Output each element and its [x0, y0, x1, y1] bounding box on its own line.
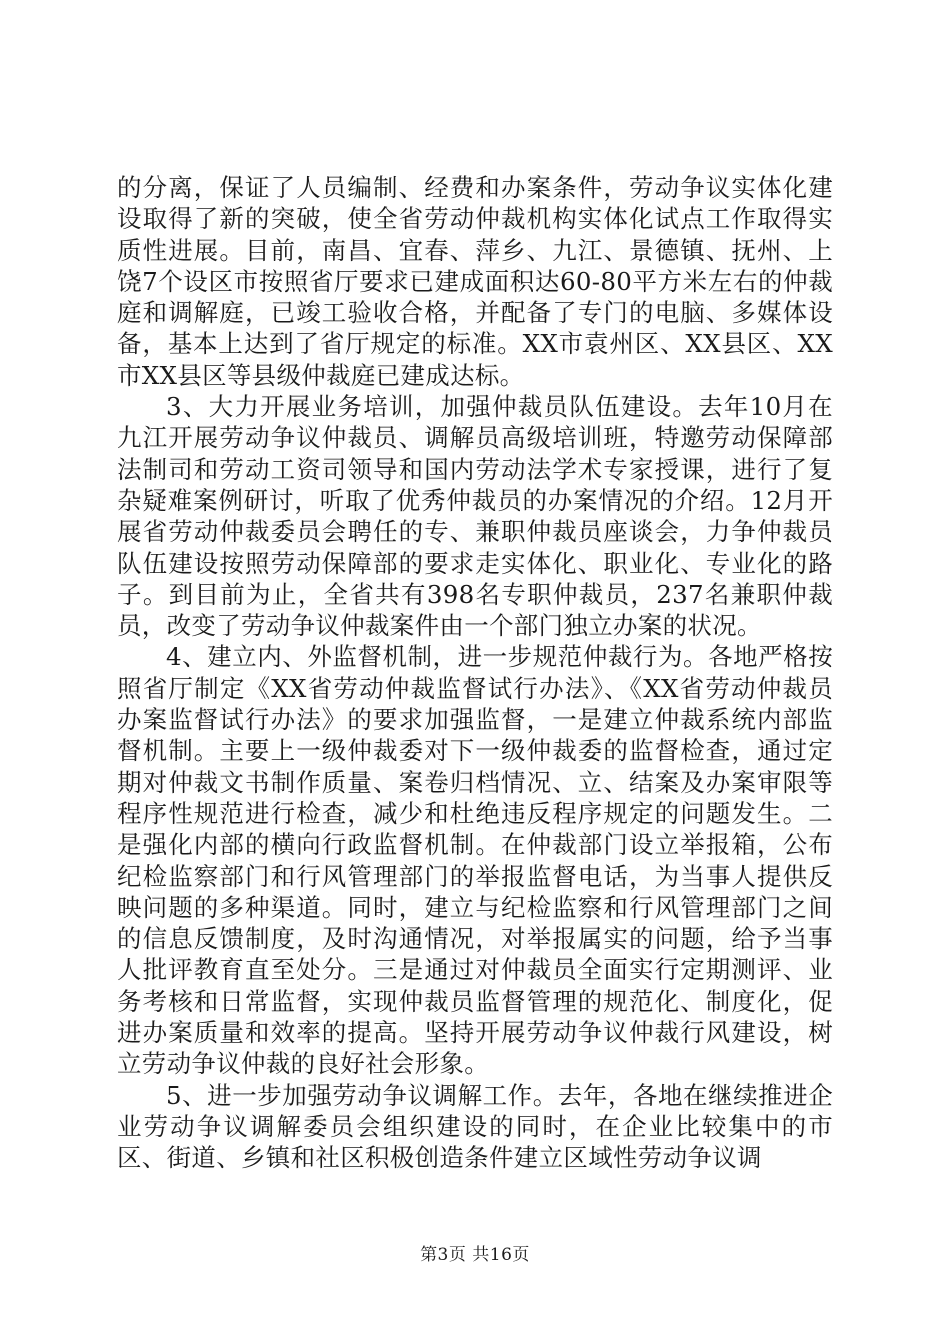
paragraph-item-3: 3、大力开展业务培训，加强仲裁员队伍建设。去年10月在九江开展劳动争议仲裁员、调解员高级培训班，特邀劳动保障部法制司和劳动工资司领导和国内劳动法学术专家授课，进行了复杂疑难案例研讨，听取了优秀仲裁员的办案情况的介绍。12月开展省劳动仲裁委员会聘任的专、兼职仲裁员座谈会，力争仲裁员队伍建设按照劳动保障部的要求走实体化、职业化、专业化的路子。到目前为止，全省共有398名专职仲裁员，237名兼职仲裁员，改变了劳动争议仲裁案件由一个部门独立办案的状况。 [117, 392, 833, 641]
paragraph-item-5: 5、进一步加强劳动争议调解工作。去年，各地在继续推进企业劳动争议调解委员会组织建设的同时，在企业比较集中的市区、街道、乡镇和社区积极创造条件建立区域性劳动争议调 [117, 1080, 833, 1173]
page-number-footer: 第3页 共16页 [420, 1245, 530, 1265]
paragraph-continuation: 的分离，保证了人员编制、经费和办案条件，劳动争议实体化建设取得了新的突破，使全省劳动仲裁机构实体化试点工作取得实质性进展。目前，南昌、宜春、萍乡、九江、景德镇、抚州、上饶7个设区市按照省厅要求已建成面积达60-80平方米左右的仲裁庭和调解庭，已竣工验收合格，并配备了专门的电脑、多媒体设备，基本上达到了省厅规定的标准。XX市袁州区、XX县区、XX市XX县区等县级仲裁庭已建成达标。 [117, 173, 833, 390]
document-body [117, 172, 833, 1174]
paragraph-item-4: 4、建立内、外监督机制，进一步规范仲裁行为。各地严格按照省厅制定《XX省劳动仲裁监督试行办法》、《XX省劳动仲裁员办案监督试行办法》的要求加强监督，一是建立仲裁系统内部监督机制。主要上一级仲裁委对下一级仲裁委的监督检查，通过定期对仲裁文书制作质量、案卷归档情况、立、结案及办案审限等程序性规范进行检查，减少和杜绝违反程序规定的问题发生。二是强化内部的横向行政监督机制。在仲裁部门设立举报箱，公布纪检监察部门和行风管理部门的举报监督电话，为当事人提供反映问题的多种渠道。同时，建立与纪检监察和行风管理部门之间的信息反馈制度，及时沟通情况，对举报属实的问题，给予当事人批评教育直至处分。三是通过对仲裁员全面实行定期测评、业务考核和日常监督，实现仲裁员监督管理的规范化、制度化，促进办案质量和效率的提高。坚持开展劳动争议仲裁行风建设，树立劳动争议仲裁的良好社会形象。 [117, 642, 833, 1079]
